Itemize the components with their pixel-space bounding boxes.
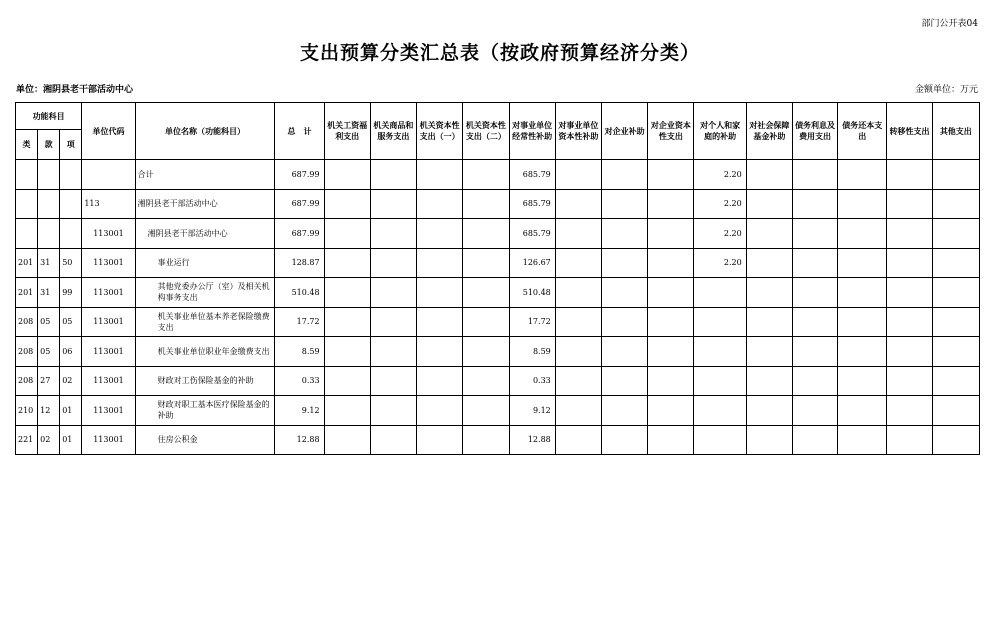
cell-total: 0.33 [275, 366, 324, 396]
cell-c14 [932, 278, 979, 308]
cell-total: 9.12 [275, 396, 324, 426]
cell-c9: 2.20 [694, 219, 746, 249]
table-row [16, 189, 980, 219]
cell-c10 [746, 219, 792, 249]
cell-c11 [792, 425, 837, 455]
cell-c2 [370, 307, 416, 337]
cell-kuan [38, 219, 60, 249]
cell-c4 [463, 160, 509, 190]
cell-c4 [463, 396, 509, 426]
cell-xiang: 01 [60, 425, 82, 455]
cell-unit-name: 合计 [135, 160, 275, 190]
header-c9: 对个人和家庭的补助 [694, 103, 746, 160]
cell-c3 [417, 219, 463, 249]
cell-lei: 210 [16, 396, 38, 426]
cell-c9: 2.20 [694, 189, 746, 219]
cell-kuan: 31 [38, 248, 60, 278]
cell-c13 [887, 337, 932, 367]
cell-c14 [932, 248, 979, 278]
cell-c2 [370, 189, 416, 219]
cell-c10 [746, 189, 792, 219]
cell-c9: 2.20 [694, 248, 746, 278]
cell-c4 [463, 189, 509, 219]
cell-unit-name: 财政对工伤保险基金的补助 [135, 366, 275, 396]
cell-c12 [838, 366, 887, 396]
cell-c1 [324, 278, 370, 308]
cell-unit-code: 113001 [82, 396, 135, 426]
cell-xiang [60, 219, 82, 249]
header-func-subject: 功能科目 [16, 103, 82, 130]
cell-lei: 208 [16, 307, 38, 337]
cell-unit-name: 湘阴县老干部活动中心 [135, 189, 275, 219]
cell-c4 [463, 425, 509, 455]
cell-c4 [463, 366, 509, 396]
cell-c7 [601, 160, 647, 190]
cell-total: 510.48 [275, 278, 324, 308]
cell-lei [16, 189, 38, 219]
cell-c8 [648, 396, 694, 426]
cell-c3 [417, 189, 463, 219]
cell-c7 [601, 396, 647, 426]
cell-kuan: 12 [38, 396, 60, 426]
page-title: 支出预算分类汇总表（按政府预算经济分类） [299, 42, 700, 64]
cell-c4 [463, 337, 509, 367]
cell-c4 [463, 307, 509, 337]
cell-c5: 9.12 [509, 396, 555, 426]
cell-xiang [60, 160, 82, 190]
cell-c11 [792, 366, 837, 396]
header-unit-name: 单位名称（功能科目） [135, 103, 275, 160]
cell-c9 [694, 337, 746, 367]
cell-c3 [417, 307, 463, 337]
cell-c2 [370, 337, 416, 367]
cell-c12 [838, 160, 887, 190]
cell-c5: 17.72 [509, 307, 555, 337]
cell-c9 [694, 278, 746, 308]
cell-c6 [555, 219, 601, 249]
cell-c8 [648, 248, 694, 278]
cell-xiang: 02 [60, 366, 82, 396]
cell-c6 [555, 160, 601, 190]
cell-c11 [792, 307, 837, 337]
cell-kuan: 05 [38, 307, 60, 337]
cell-xiang: 06 [60, 337, 82, 367]
form-tag: 部门公开表04 [921, 19, 978, 29]
cell-c12 [838, 219, 887, 249]
cell-c13 [887, 189, 932, 219]
cell-c12 [838, 248, 887, 278]
cell-c8 [648, 278, 694, 308]
header-c8: 对企业资本性支出 [648, 103, 694, 160]
cell-c3 [417, 425, 463, 455]
header-c1: 机关工资福利支出 [324, 103, 370, 160]
cell-c14 [932, 366, 979, 396]
cell-c2 [370, 278, 416, 308]
cell-c12 [838, 337, 887, 367]
cell-c14 [932, 189, 979, 219]
cell-c6 [555, 248, 601, 278]
cell-c7 [601, 278, 647, 308]
cell-c9 [694, 425, 746, 455]
cell-total: 687.99 [275, 219, 324, 249]
cell-c7 [601, 425, 647, 455]
cell-kuan: 27 [38, 366, 60, 396]
cell-c4 [463, 219, 509, 249]
cell-c5: 126.67 [509, 248, 555, 278]
cell-lei: 201 [16, 248, 38, 278]
cell-c7 [601, 337, 647, 367]
cell-c8 [648, 366, 694, 396]
cell-c10 [746, 366, 792, 396]
cell-kuan: 05 [38, 337, 60, 367]
header-xiang: 项 [60, 130, 82, 160]
cell-unit-code: 113 [82, 189, 135, 219]
cell-c6 [555, 425, 601, 455]
cell-c9: 2.20 [694, 160, 746, 190]
table-row [16, 278, 980, 308]
header-c7: 对企业补助 [601, 103, 647, 160]
table-row [16, 396, 980, 426]
cell-total: 12.88 [275, 425, 324, 455]
cell-unit-code: 113001 [82, 337, 135, 367]
cell-c8 [648, 219, 694, 249]
header-c2: 机关商品和服务支出 [370, 103, 416, 160]
cell-c3 [417, 366, 463, 396]
cell-c6 [555, 307, 601, 337]
cell-c6 [555, 337, 601, 367]
table-row [16, 160, 980, 190]
cell-c11 [792, 219, 837, 249]
cell-c8 [648, 189, 694, 219]
cell-c5: 685.79 [509, 189, 555, 219]
cell-lei [16, 160, 38, 190]
cell-c13 [887, 160, 932, 190]
cell-c11 [792, 337, 837, 367]
cell-c7 [601, 248, 647, 278]
cell-lei [16, 219, 38, 249]
cell-unit-name: 财政对职工基本医疗保险基金的补助 [135, 396, 275, 426]
cell-kuan [38, 189, 60, 219]
cell-c2 [370, 425, 416, 455]
header-c6: 对事业单位资本性补助 [555, 103, 601, 160]
header-c4: 机关资本性支出（二） [463, 103, 509, 160]
cell-unit-name: 湘阴县老干部活动中心 [135, 219, 275, 249]
cell-unit-code [82, 160, 135, 190]
cell-c14 [932, 219, 979, 249]
cell-c1 [324, 425, 370, 455]
cell-lei: 221 [16, 425, 38, 455]
header-unit-code: 单位代码 [82, 103, 135, 160]
header-lei: 类 [16, 130, 38, 160]
cell-c1 [324, 189, 370, 219]
table-row [16, 337, 980, 367]
cell-c2 [370, 396, 416, 426]
cell-total: 8.59 [275, 337, 324, 367]
cell-c13 [887, 425, 932, 455]
header-c5: 对事业单位经常性补助 [509, 103, 555, 160]
cell-unit-name: 机关事业单位职业年金缴费支出 [135, 337, 275, 367]
cell-c14 [932, 425, 979, 455]
table-row [16, 248, 980, 278]
cell-c5: 0.33 [509, 366, 555, 396]
cell-c11 [792, 189, 837, 219]
cell-c7 [601, 189, 647, 219]
cell-unit-name: 机关事业单位基本养老保险缴费支出 [135, 307, 275, 337]
budget-table [15, 102, 980, 455]
cell-c10 [746, 425, 792, 455]
cell-total: 687.99 [275, 160, 324, 190]
cell-c5: 12.88 [509, 425, 555, 455]
header-c14: 其他支出 [932, 103, 979, 160]
cell-c7 [601, 307, 647, 337]
cell-unit-code: 113001 [82, 307, 135, 337]
cell-c12 [838, 189, 887, 219]
cell-c1 [324, 248, 370, 278]
cell-unit-code: 113001 [82, 425, 135, 455]
cell-unit-code: 113001 [82, 219, 135, 249]
cell-lei: 208 [16, 366, 38, 396]
cell-c2 [370, 160, 416, 190]
cell-unit-code: 113001 [82, 278, 135, 308]
cell-xiang: 50 [60, 248, 82, 278]
header-c3: 机关资本性支出（一） [417, 103, 463, 160]
header-c12: 债务还本支出 [838, 103, 887, 160]
header-kuan: 款 [38, 130, 60, 160]
cell-c7 [601, 219, 647, 249]
cell-c6 [555, 396, 601, 426]
cell-c2 [370, 366, 416, 396]
cell-c11 [792, 278, 837, 308]
cell-c1 [324, 160, 370, 190]
cell-unit-name: 住房公积金 [135, 425, 275, 455]
header-c10: 对社会保障基金补助 [746, 103, 792, 160]
cell-c4 [463, 248, 509, 278]
cell-c1 [324, 219, 370, 249]
cell-c14 [932, 396, 979, 426]
cell-c8 [648, 307, 694, 337]
cell-c8 [648, 425, 694, 455]
cell-c6 [555, 189, 601, 219]
cell-c11 [792, 248, 837, 278]
table-row [16, 425, 980, 455]
cell-c3 [417, 248, 463, 278]
table-row [16, 219, 980, 249]
cell-c10 [746, 248, 792, 278]
header-c13: 转移性支出 [887, 103, 932, 160]
cell-unit-code: 113001 [82, 248, 135, 278]
cell-c13 [887, 366, 932, 396]
cell-c7 [601, 366, 647, 396]
cell-xiang [60, 189, 82, 219]
table-row [16, 307, 980, 337]
cell-c3 [417, 337, 463, 367]
cell-c12 [838, 278, 887, 308]
cell-c2 [370, 248, 416, 278]
cell-c6 [555, 278, 601, 308]
cell-c9 [694, 366, 746, 396]
cell-kuan: 31 [38, 278, 60, 308]
cell-xiang: 99 [60, 278, 82, 308]
cell-xiang: 01 [60, 396, 82, 426]
cell-total: 17.72 [275, 307, 324, 337]
cell-c6 [555, 366, 601, 396]
cell-c5: 685.79 [509, 160, 555, 190]
cell-c10 [746, 278, 792, 308]
cell-c11 [792, 396, 837, 426]
cell-c11 [792, 160, 837, 190]
cell-xiang: 05 [60, 307, 82, 337]
cell-c5: 685.79 [509, 219, 555, 249]
cell-c10 [746, 396, 792, 426]
cell-c1 [324, 396, 370, 426]
cell-c2 [370, 219, 416, 249]
cell-c10 [746, 160, 792, 190]
cell-c9 [694, 396, 746, 426]
cell-kuan: 02 [38, 425, 60, 455]
cell-c3 [417, 160, 463, 190]
unit-label: 单位：湘阴县老干部活动中心 [16, 85, 134, 95]
cell-c13 [887, 396, 932, 426]
cell-c13 [887, 219, 932, 249]
cell-c4 [463, 278, 509, 308]
header-c11: 债务利息及费用支出 [792, 103, 837, 160]
cell-c3 [417, 396, 463, 426]
cell-c14 [932, 307, 979, 337]
cell-unit-code: 113001 [82, 366, 135, 396]
cell-c1 [324, 366, 370, 396]
cell-c9 [694, 307, 746, 337]
header-total: 总 计 [275, 103, 324, 160]
cell-c1 [324, 337, 370, 367]
cell-c13 [887, 248, 932, 278]
cell-kuan [38, 160, 60, 190]
cell-lei: 201 [16, 278, 38, 308]
cell-c10 [746, 307, 792, 337]
cell-unit-name: 其他党委办公厅（室）及相关机构事务支出 [135, 278, 275, 308]
cell-c5: 510.48 [509, 278, 555, 308]
cell-c12 [838, 307, 887, 337]
table-row [16, 366, 980, 396]
cell-c12 [838, 396, 887, 426]
cell-c13 [887, 278, 932, 308]
cell-total: 128.87 [275, 248, 324, 278]
cell-total: 687.99 [275, 189, 324, 219]
cell-c1 [324, 307, 370, 337]
cell-c14 [932, 160, 979, 190]
cell-c8 [648, 160, 694, 190]
cell-c5: 8.59 [509, 337, 555, 367]
amount-unit-label: 金额单位：万元 [914, 85, 978, 95]
cell-c14 [932, 337, 979, 367]
cell-c10 [746, 337, 792, 367]
cell-c3 [417, 278, 463, 308]
cell-unit-name: 事业运行 [135, 248, 275, 278]
cell-c12 [838, 425, 887, 455]
cell-c13 [887, 307, 932, 337]
cell-lei: 208 [16, 337, 38, 367]
cell-c8 [648, 337, 694, 367]
